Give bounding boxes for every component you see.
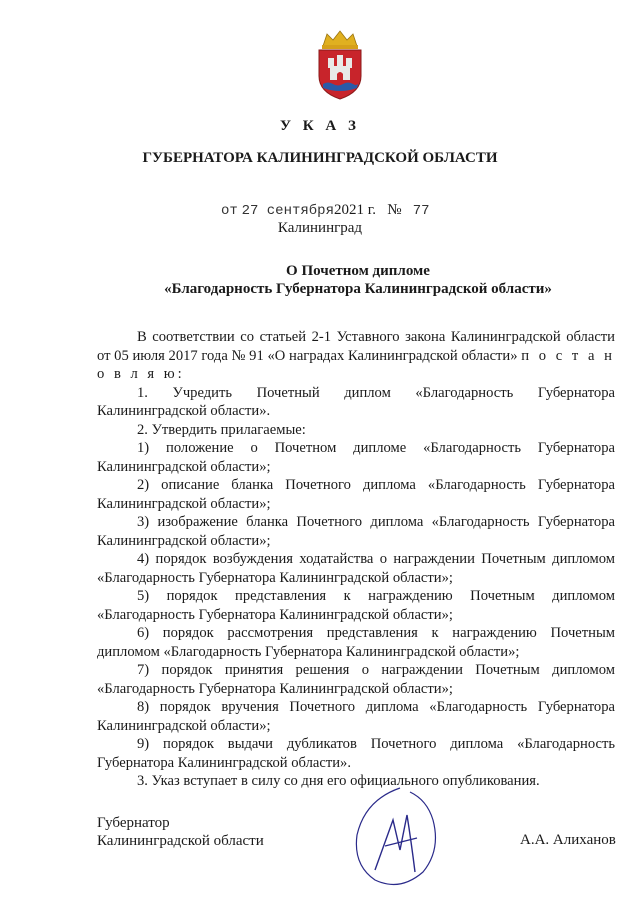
position-line-2: Калининградской области: [97, 833, 264, 849]
document-number: 77: [412, 203, 430, 219]
subject-line-2: «Благодарность Губернатора Калининградской области»: [164, 281, 552, 297]
decree-word: п о с т а н о в л я ю:: [97, 347, 615, 382]
subitem-9: 9) порядок выдачи дубликатов Почетного диплома «Благодарность Губернатора Калининградской области».: [97, 736, 615, 771]
item-2: 2. Утвердить прилагаемые:: [137, 421, 306, 438]
subject-line-1: О Почетном дипломе: [286, 263, 430, 279]
position-line-1: Губернатор: [97, 815, 170, 831]
document-subject: [0, 262, 640, 298]
preamble-text: В соответствии со статьей 2-1 Уставного закона Калининградской области от 05 июля 2017 года № 91 «О наградах Калининградской области»: [97, 329, 615, 364]
date-year: 2021 г.: [333, 202, 376, 218]
signatory-name: А.А. Алиханов: [520, 832, 616, 848]
item-1: 1. Учредить Почетный диплом «Благодарность Губернатора Калининградской области».: [97, 384, 615, 419]
subitem-6: 6) порядок рассмотрения представления к награждению Почетным дипломом «Благодарность Губернатора Калининградской области»;: [97, 625, 615, 660]
subitem-5: 5) порядок представления к награждению Почетным дипломом «Благодарность Губернатора Калининградской области»;: [97, 588, 615, 623]
number-sign: №: [387, 202, 402, 218]
preamble: [97, 328, 615, 384]
signatory-position: [97, 814, 264, 850]
date-line: [221, 202, 430, 219]
document-body: [97, 328, 615, 791]
subitem-8: 8) порядок вручения Почетного диплома «Благодарность Губернатора Калининградской области»;: [97, 699, 615, 734]
date-prefix: от: [221, 203, 238, 219]
item-3: 3. Указ вступает в силу со дня его официального опубликования.: [137, 773, 540, 789]
document-title: У К А З: [280, 118, 360, 134]
subitem-4: 4) порядок возбуждения ходатайства о награждении Почетным дипломом «Благодарность Губернатора Калининградской области»;: [97, 551, 615, 586]
document-issuer: ГУБЕРНАТОРА КАЛИНИНГРАДСКОЙ ОБЛАСТИ: [142, 150, 498, 166]
city: Калининград: [277, 220, 363, 236]
subitem-1: 1) положение о Почетном дипломе «Благодарность Губернатора Калининградской области»;: [97, 440, 615, 475]
subitem-2: 2) описание бланка Почетного диплома «Благодарность Губернатора Калининградской области»;: [97, 477, 615, 512]
handwritten-signature: [345, 780, 445, 890]
subitem-7: 7) порядок принятия решения о награждении Почетным дипломом «Благодарность Губернатора Калининградской области»;: [97, 662, 615, 697]
subitem-3: 3) изображение бланка Почетного диплома «Благодарность Губернатора Калининградской области»;: [97, 514, 615, 549]
kaliningrad-coat-of-arms-icon: [313, 30, 367, 100]
date-handwritten: 27 сентября: [241, 203, 334, 219]
